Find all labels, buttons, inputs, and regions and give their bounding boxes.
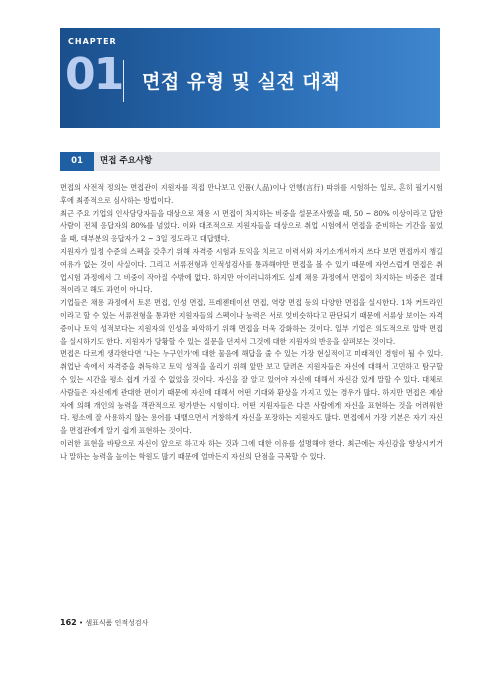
paragraph: 기업들은 채용 과정에서 토론 면접, 인성 면접, 프레젠테이션 면접, 역량 면접 등의 다양한 면접을 실시한다. 1차 커트라인이라고 할 수 있는 서류전형을 통과한 지원자들의 스펙이나 능력은 서로 엇비슷하다고 판단되기 때문에 서류상 보이는 자격증이나 토익 성적보다는 지원자의 인성을 파악하기 위해 면접을 더욱 강화하는 것이다. 일부 기업은 의도적으로 압박 면접을 실시하기도 한다. 지원자가 당황할 수 있는 질문을 던져서 그것에 대한 지원자의 반응을 살펴보는 것이다.: [60, 298, 443, 346]
paragraph: 지원자가 일정 수준의 스펙을 갖추기 위해 자격증 시험과 토익을 치르고 이력서와 자기소개서까지 쓰다 보면 면접까지 챙길 여유가 없는 것이 사실이다. 그리고 서류전형과 인적성검사를 통과해야만 면접을 볼 수 있기 때문에 자연스럽게 면접은 취업시험 과정에서 그 비중이 작아질 수밖에 없다. 하지만 아이러니하게도 실제 채용 과정에서 면접이 차지하는 비중은 절대적이라고 해도 과언이 아니다.: [60, 246, 443, 295]
body-text: [60, 182, 443, 464]
banner-divider: [123, 60, 124, 102]
section-title: 면접 주요사항: [100, 156, 153, 166]
footer-separator: •: [78, 619, 84, 627]
paragraph: 최근 주요 기업의 인사담당자들을 대상으로 채용 시 면접이 차지하는 비중을 설문조사했을 때, 50 ~ 80% 이상이라고 답한 사람이 전체 응답자의 80%를 넘었다. 이와 대조적으로 지원자들을 대상으로 취업 시험에서 면접을 준비하는 기간을 물었을 때, 대부분의 응답자가 2 ~ 3일 정도라고 대답했다.: [60, 208, 443, 244]
chapter-number: 01: [65, 49, 123, 100]
paragraph: 이러한 표현을 바탕으로 자신이 앞으로 하고자 하는 것과 그에 대한 이유를 설명해야 한다. 최근에는 자신감을 향상시키거나 말하는 능력을 높이는 학원도 많기 때문에 얼마든지 자신의 단점을 극복할 수 있다.: [60, 438, 443, 461]
page-number: 162: [60, 618, 77, 627]
paragraph: 면접은 다르게 생각한다면 '나는 누구인가'에 대한 물음에 해답을 줄 수 있는 가장 현실적이고 미래적인 경험이 될 수 있다. 취업난 속에서 자격증을 취득하고 토익 성적을 올리기 위해 앞만 보고 달려온 지원자들은 자신에 대해서 고민하고 탐구할 수 있는 시간을 평소 쉽게 가질 수 없었을 것이다. 자신을 잘 알고 있어야 자신에 대해서 자신감 있게 말할 수 있다. 대체로 사람들은 자신에게 관대한 편이기 때문에 자신에 대해서 어떤 기대와 환상을 가지고 있는 경우가 많다. 하지만 면접은 제삼자에 의해 개인의 능력을 객관적으로 평가받는 시험이다. 어떤 지원자들은 다른 사람에게 자신을 표현하는 것을 어려워한다. 평소에 잘 사용하지 않는 용어를 내뱉으면서 거창하게 자신을 포장하는 지원자도 많다. 면접에서 가장 기본은 자기 자신을 면접관에게 알기 쉽게 표현하는 것이다.: [60, 349, 443, 436]
section-number-badge: 01: [60, 152, 94, 171]
book-title: 샘표식품 인적성검사: [85, 619, 149, 627]
chapter-title: 면접 유형 및 실전 대책: [142, 71, 341, 93]
paragraph: 면접의 사전적 정의는 면접관이 지원자를 직접 만나보고 인품(人品)이나 언행(言行) 따위를 시험하는 일로, 흔히 필기시험 후에 최종적으로 심사하는 방법이다.: [60, 183, 443, 205]
page-footer: [60, 618, 148, 628]
chapter-label: CHAPTER: [68, 37, 117, 46]
